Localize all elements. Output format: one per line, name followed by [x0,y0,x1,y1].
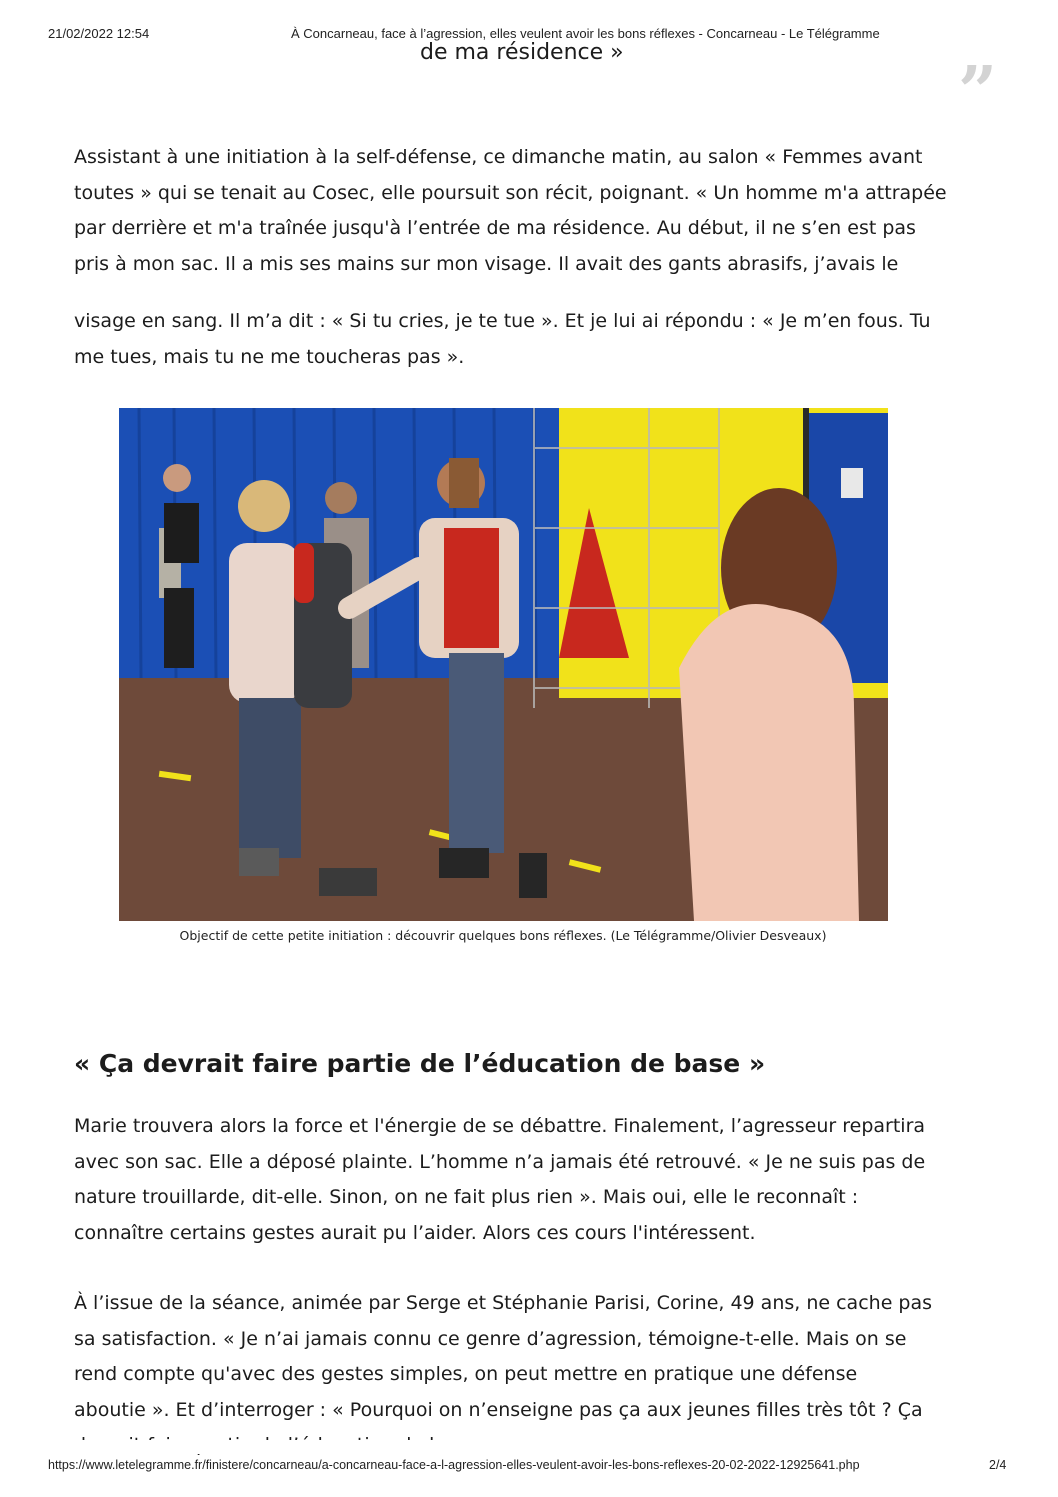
page-cut-overlay [0,1440,1058,1454]
print-footer-url: https://www.letelegramme.fr/finistere/concarneau/a-concarneau-face-a-l-agression-elles-veulent-avoir-les-bons-reflexes-20-02-2022-12925641.php [48,1458,860,1472]
article-paragraph: Marie trouvera alors la force et l'énergie de se débattre. Finalement, l’agresseur repartira avec son sac. Elle a déposé plainte. L’homme n’a jamais été retrouvé. « Je ne suis pas de nature trouillarde, dit-elle. Sinon, on ne fait plus rien ». Mais oui, elle le reconnaît : connaître certains gestes aurait pu l’aider. Alors ces cours l'intéressent. [74,1115,926,1244]
quote-mark-icon: ” [958,52,998,132]
article-paragraph: visage en sang. Il m’a dit : « Si tu cries, je te tue ». Et je lui ai répondu : « Je m’en fous. Tu me tues, mais tu ne me toucheras pas ». [74,310,931,368]
photo-caption: Objectif de cette petite initiation : découvrir quelques bons réflexes. (Le Télégramme/Olivier Desveaux) [179,928,827,943]
pull-quote-text: de ma résidence » [420,40,624,65]
print-footer-page-number: 2/4 [989,1458,1007,1472]
article-photo [119,408,888,921]
section-heading: « Ça devrait faire partie de l’éducation de base » [74,1049,766,1078]
photo-illustration [119,408,888,921]
print-header-title: À Concarneau, face à l’agression, elles veulent avoir les bons réflexes - Concarneau - Le Télégramme [291,26,880,41]
print-header-date: 21/02/2022 12:54 [48,26,150,41]
article-paragraph: À l’issue de la séance, animée par Serge et Stéphanie Parisi, Corine, 49 ans, ne cache pas sa satisfaction. « Je n’ai jamais connu ce genre d’agression, témoigne-t-elle. Mais on se rend compte qu'avec des gestes simples, on peut mettre en pratique une défense aboutie ». Et d’interroger : « Pourquoi on n’enseigne pas ça aux jeunes filles très tôt ? Ça [74,1292,933,1421]
article-paragraph: Assistant à une initiation à la self-défense, ce dimanche matin, au salon « Femmes avant toutes » qui se tenait au Cosec, elle poursuit son récit, poignant. « Un homme m'a attrapée par derrière et m'a traînée jusqu'à l’entrée de ma résidence. Au début, il ne s’en est pas pris à mon sac. Il a mis ses mains sur mon visage. Il avait des gants abrasifs, j’avais le [74,146,947,275]
pull-quote-tail [420,40,624,64]
